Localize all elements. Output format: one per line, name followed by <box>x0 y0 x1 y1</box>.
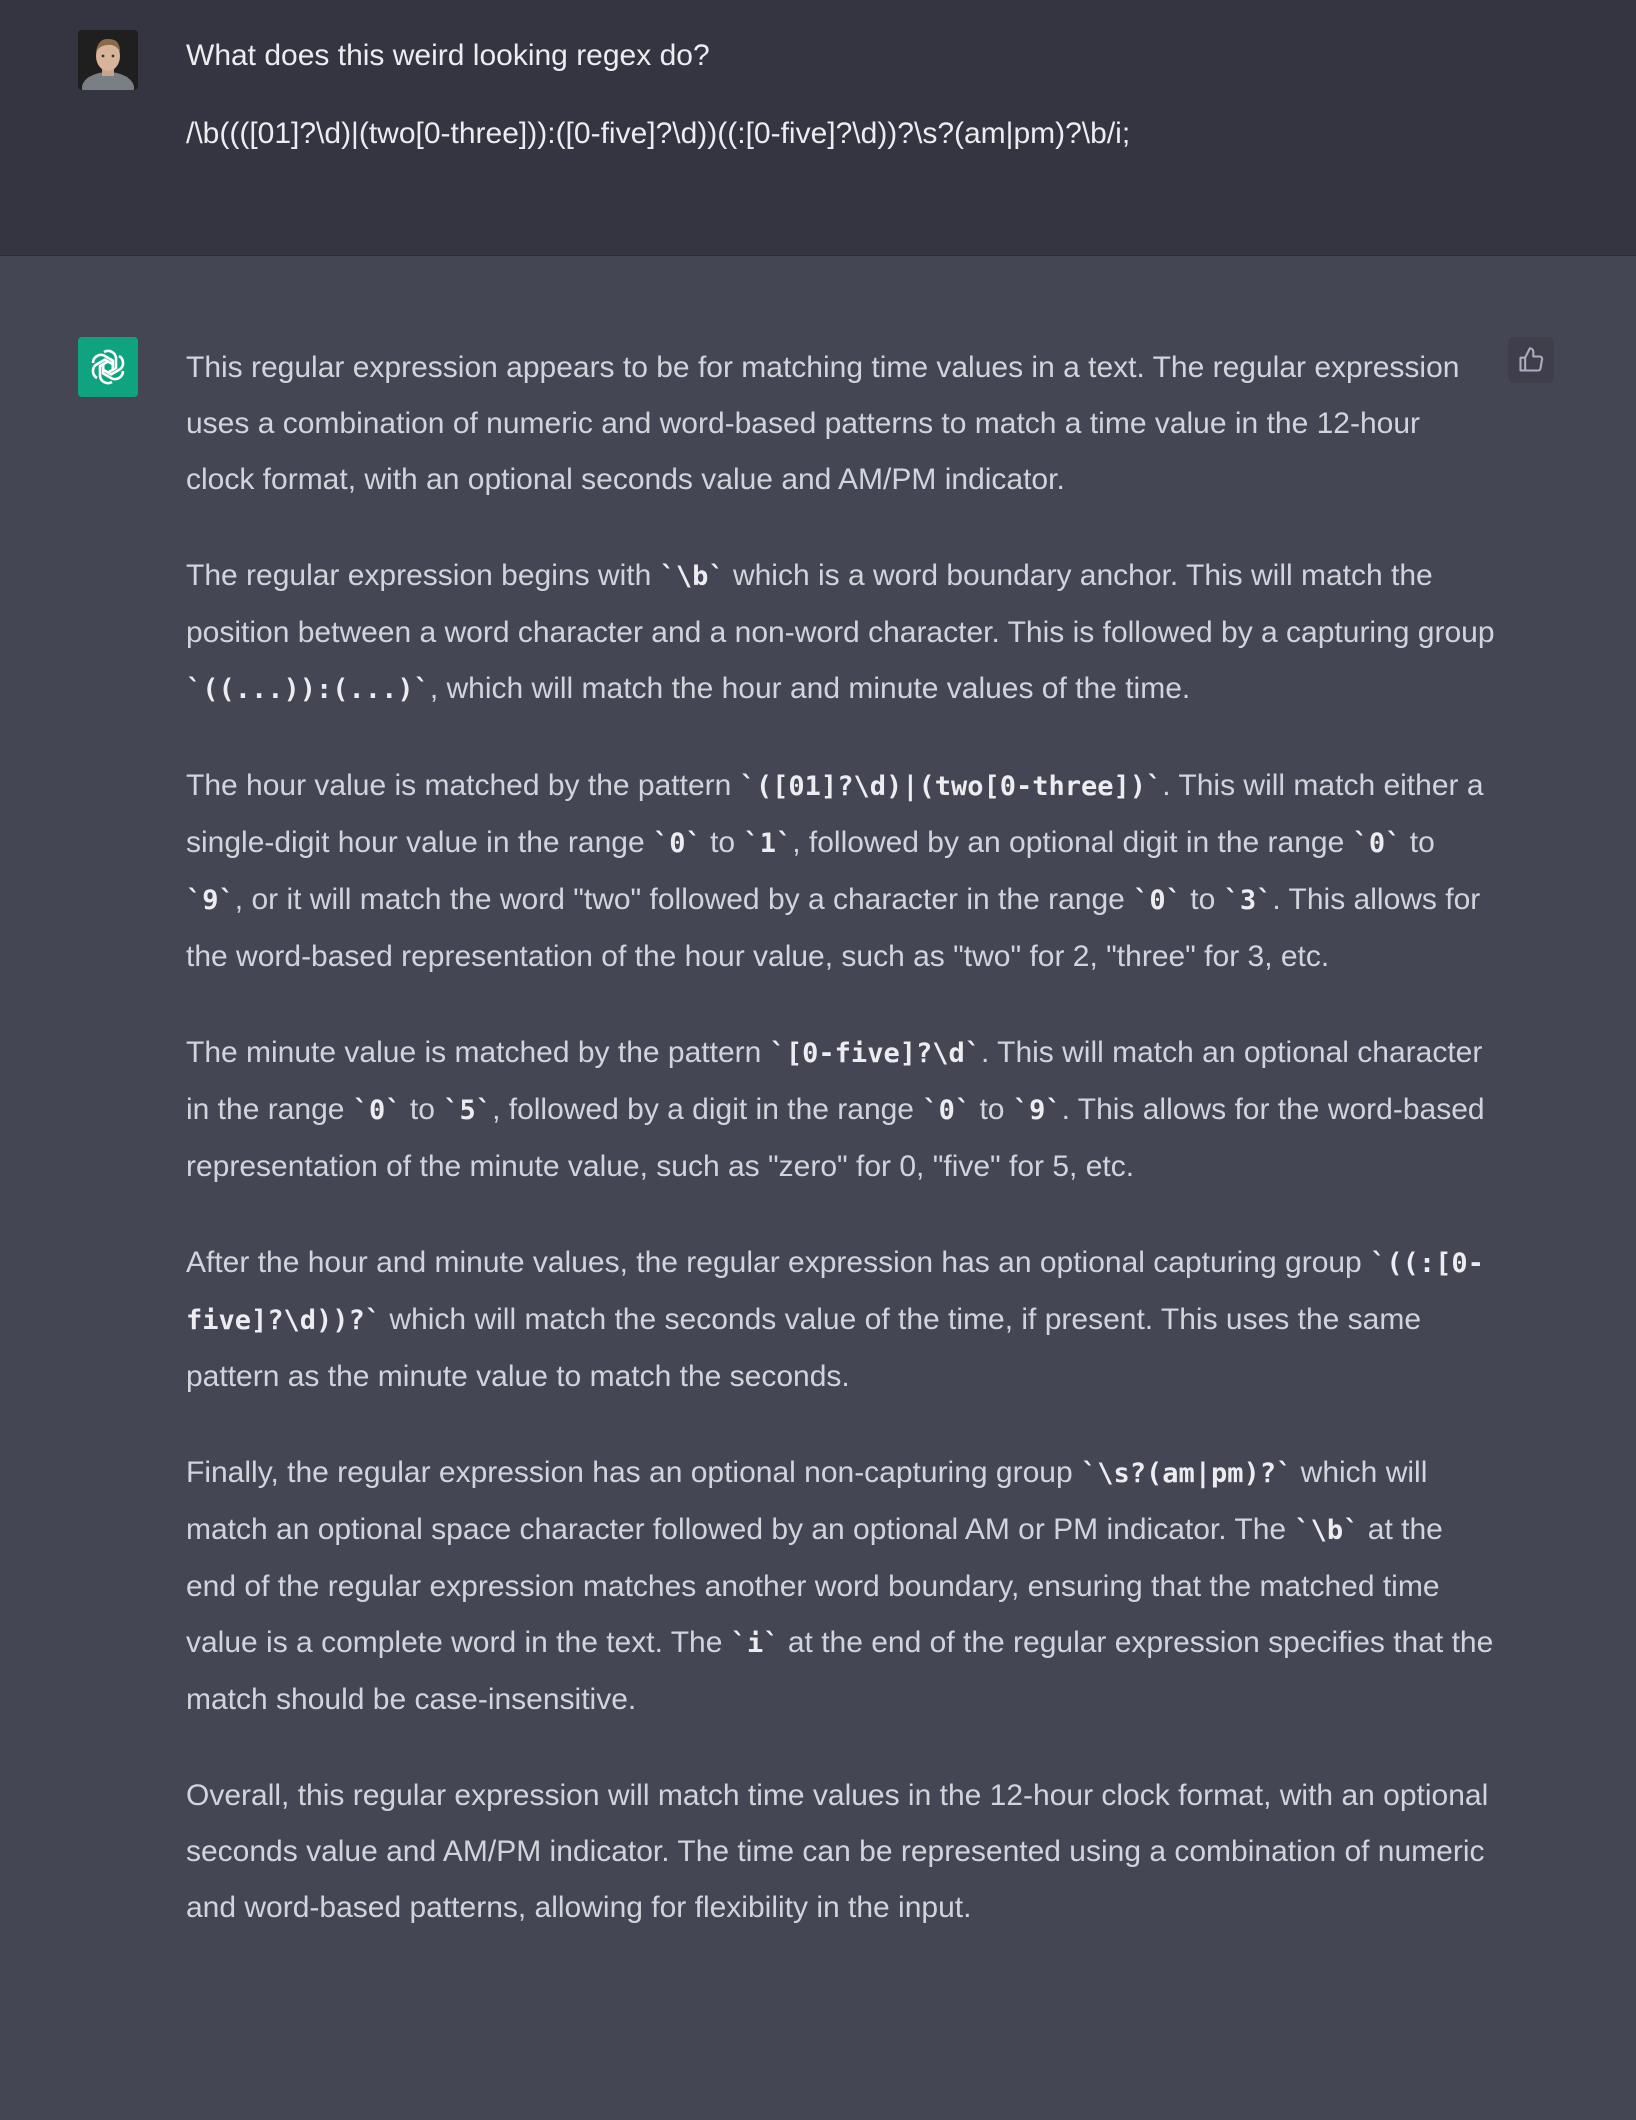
user-avatar <box>78 30 138 90</box>
text-span: to <box>1401 826 1435 859</box>
assistant-answer <box>186 340 1496 1936</box>
text-span: which will match an optional space character followed by an optional AM or PM indicator. The <box>186 1456 1428 1546</box>
answer-paragraph-3 <box>186 758 1496 985</box>
inline-code: `\s?(am|pm)?` <box>1081 1458 1293 1489</box>
answer-paragraph-2 <box>186 548 1496 718</box>
inline-code: `([01]?\d)|(two[0-three])` <box>739 771 1163 802</box>
assistant-message <box>0 257 1636 2120</box>
text-span: , which will match the hour and minute values of the time. <box>429 672 1191 705</box>
user-question: What does this weird looking regex do? <box>186 39 710 72</box>
text-span: which will match the seconds value of the time, if present. This uses the same pattern as the minute value to match the seconds. <box>186 1303 1422 1393</box>
thumbs-up-button[interactable] <box>1508 337 1554 383</box>
inline-code: `0` <box>1133 885 1182 916</box>
text-span: , followed by an optional digit in the range <box>792 826 1353 859</box>
user-avatar-icon <box>78 30 138 90</box>
inline-code: `((:[0-five]?\d))?` <box>186 1248 1484 1336</box>
text-span: The hour value is matched by the pattern <box>186 769 740 802</box>
inline-code: `0` <box>652 828 702 859</box>
text-span: After the hour and minute values, the regular expression has an optional capturing group <box>186 1246 1371 1279</box>
thumbs-up-icon <box>1517 346 1545 374</box>
text-span: . This allows for the word-based representation of the hour value, such as "two" for 2, "three" for 3, etc. <box>186 883 1481 973</box>
text-span: at the end of the regular expression matches another word boundary, ensuring that the matched time value is a complete word in the text. The <box>186 1513 1443 1659</box>
text-span: at the end of the regular expression specifies that the match should be case-insensitive. <box>186 1626 1494 1716</box>
inline-code: `5` <box>443 1095 493 1126</box>
inline-code: `0` <box>352 1095 402 1126</box>
text-span: . This will match either a single-digit hour value in the range <box>186 769 1484 859</box>
answer-paragraph-1: This regular expression appears to be for matching time values in a text. The regular expression uses a combination of numeric and word-based patterns to match a time value in the 12-hour clock format, with an optional seconds value and AM/PM indicator. <box>186 351 1460 496</box>
text-span: to <box>701 826 744 859</box>
answer-paragraph-4 <box>186 1025 1496 1195</box>
inline-code: `[0-five]?\d` <box>769 1038 981 1069</box>
user-message <box>0 0 1636 256</box>
text-span: Finally, the regular expression has an optional non-capturing group <box>186 1456 1081 1489</box>
text-span: The minute value is matched by the pattern <box>186 1036 770 1069</box>
text-span: . This allows for the word-based representation of the minute value, such as "zero" for 0, "five" for 5, etc. <box>186 1093 1485 1183</box>
inline-code: `9` <box>186 885 235 916</box>
text-span: , followed by a digit in the range <box>492 1093 923 1126</box>
answer-paragraph-6 <box>186 1445 1496 1728</box>
user-regex: /\b((([01]?\d)|(two[0-three])):([0-five]?\d))((:[0-five]?\d))?\s?(am|pm)?\b/i; <box>186 117 1131 150</box>
inline-code: `1` <box>743 828 793 859</box>
inline-code: `((...)):(...)` <box>186 674 430 705</box>
inline-code: `3` <box>1223 885 1273 916</box>
text-span: . This will match an optional character in the range <box>186 1036 1483 1126</box>
openai-logo-icon <box>86 345 130 389</box>
inline-code: `i` <box>730 1628 780 1659</box>
inline-code: `\b` <box>1294 1515 1360 1546</box>
text-span: to <box>401 1093 444 1126</box>
text-span: to <box>971 1093 1013 1126</box>
inline-code: `\b` <box>659 561 725 592</box>
bot-avatar <box>78 337 138 397</box>
inline-code: `0` <box>1352 828 1402 859</box>
text-span: The regular expression begins with <box>186 559 660 592</box>
text-span: to <box>1181 883 1224 916</box>
inline-code: `0` <box>922 1095 972 1126</box>
inline-code: `9` <box>1012 1095 1062 1126</box>
text-span: , or it will match the word "two" followed by a character in the range <box>234 883 1134 916</box>
text-span: which is a word boundary anchor. This will match the position between a word character and a non-word character. This is followed by a capturing group <box>186 559 1495 649</box>
answer-paragraph-5 <box>186 1235 1496 1405</box>
answer-paragraph-7: Overall, this regular expression will match time values in the 12-hour clock format, with an optional seconds value and AM/PM indicator. The time can be represented using a combination of numeric and word-based patterns, allowing for flexibility in the input. <box>186 1779 1489 1924</box>
